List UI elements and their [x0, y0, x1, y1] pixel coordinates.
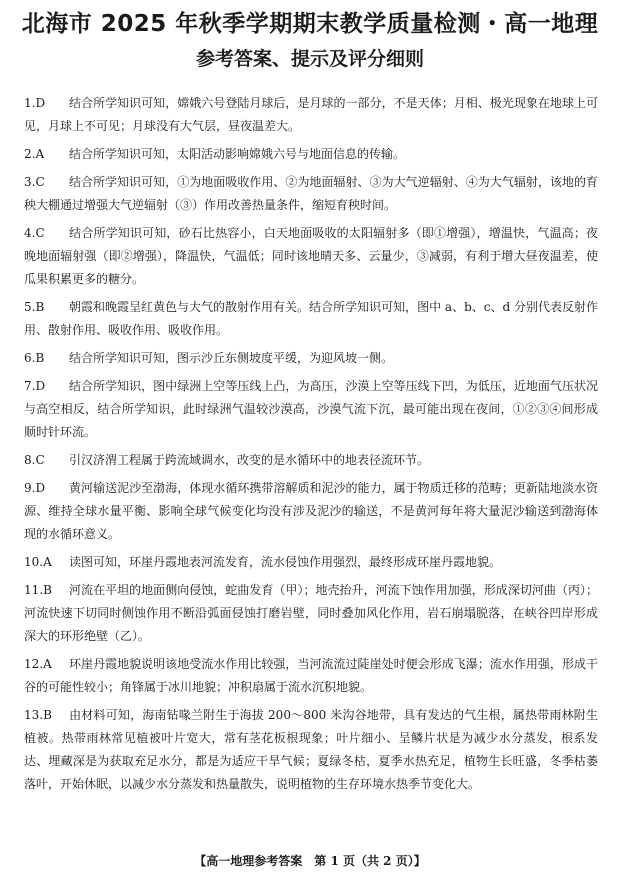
answer-choice: C	[35, 226, 45, 240]
answer-item	[24, 92, 598, 138]
question-number-and-answer	[24, 171, 57, 194]
answer-explanation: 由材料可知，海南钻喙兰附生于海拔 200～800 米沟谷地带，具有发达的气生根，属热带雨林附生植被。热带雨林常见植被叶片宽大，常有茎花板根现象；叶片细小、呈鳞片状是为减少水分蒸发，根系发达、埋藏深是为获取充足水分，都是为适应干旱气候；夏绿冬枯，夏季水热充足，植物生长旺盛，冬季枯萎落叶，开始休眠，以减少水分蒸发和热量散失，说明植物的生存环境水热季节变化大。	[24, 708, 598, 791]
answer-item	[24, 551, 598, 574]
answer-item	[24, 477, 598, 546]
answer-choice: A	[43, 657, 52, 671]
answer-explanation: 结合所学知识，图中绿洲上空等压线上凸，为高压，沙漠上空等压线下凹，为低压，近地面气压状况与高空相反，结合所学知识，此时绿洲气温较沙漠高，沙漠气流下沉，最可能出现在夜间，①②③④间形成顺时针环流。	[24, 379, 598, 439]
answer-item	[24, 222, 598, 291]
answer-item	[24, 347, 598, 370]
question-number: 2.	[24, 147, 36, 161]
answer-explanation: 环崖丹霞地貌说明该地受流水作用比较强，当河流流过陡崖处时便会形成飞瀑；流水作用强，形成干谷的可能性较小；角锋属于冰川地貌；冲积扇属于流水沉积地貌。	[24, 657, 598, 694]
answer-item	[24, 296, 598, 342]
answer-explanation: 朝霞和晚霞呈红黄色与大气的散射作用有关。结合所学知识可知，图中 a、b、c、d 分别代表反射作用、散射作用、吸收作用、吸收作用。	[24, 300, 598, 337]
answer-list	[24, 92, 598, 801]
question-number-and-answer	[24, 551, 57, 574]
answer-choice: B	[43, 708, 52, 722]
answer-choice: B	[35, 351, 45, 365]
answer-explanation: 结合所学知识可知，图示沙丘东侧坡度平缓，为迎风坡一侧。	[69, 351, 394, 365]
question-number: 9.	[24, 481, 36, 495]
answer-choice: D	[35, 379, 46, 393]
question-number-and-answer	[24, 579, 57, 602]
answer-item	[24, 375, 598, 444]
question-number-and-answer	[24, 222, 57, 245]
answer-explanation: 引汉济渭工程属于跨流域调水，改变的是水循环中的地表径流环节。	[69, 453, 430, 467]
question-number-and-answer	[24, 92, 57, 115]
answer-choice: B	[35, 300, 45, 314]
answer-item	[24, 449, 598, 472]
question-number: 8.	[24, 453, 36, 467]
answer-choice: C	[35, 175, 45, 189]
answer-choice: D	[35, 96, 46, 110]
question-number-and-answer	[24, 704, 57, 727]
answer-explanation: 黄河输送泥沙至渤海，体现水循环携带溶解质和泥沙的能力，属于物质迁移的范畴；更新陆地淡水资源、维持全球水量平衡、影响全球气候变化均没有涉及泥沙的输送，不是黄河每年将大量泥沙输送到渤海体现的水循环意义。	[24, 481, 598, 541]
page-subtitle: 参考答案、提示及评分细则	[195, 48, 424, 70]
answer-item	[24, 704, 598, 796]
question-number: 5.	[24, 300, 36, 314]
question-number: 3.	[24, 175, 36, 189]
page-title: 北海市 2025 年秋季学期期末教学质量检测・高一地理	[21, 11, 599, 37]
answer-explanation: 读图可知，环崖丹霞地表河流发育，流水侵蚀作用强烈，最终形成环崖丹霞地貌。	[69, 555, 502, 569]
question-number-and-answer	[24, 143, 57, 166]
answer-explanation: 结合所学知识可知，太阳活动影响嫦娥六号与地面信息的传输。	[69, 147, 406, 161]
question-number-and-answer	[24, 449, 57, 472]
question-number: 1.	[24, 96, 36, 110]
question-number-and-answer	[24, 347, 57, 370]
question-number-and-answer	[24, 477, 57, 500]
answer-choice: C	[35, 453, 45, 467]
answer-choice: B	[43, 583, 52, 597]
question-number-and-answer	[24, 653, 57, 676]
question-number: 10.	[24, 555, 44, 569]
answer-choice: D	[35, 481, 46, 495]
question-number-and-answer	[24, 375, 57, 398]
answer-explanation: 结合所学知识可知，砂石比热容小，白天地面吸收的太阳辐射多（即①增强），增温快，气温高；夜晚地面辐射强（即②增强），降温快，气温低；同时该地晴天多、云量少，③减弱，有利于增大昼夜温差，使瓜果积累更多的糖分。	[24, 226, 598, 286]
answer-item	[24, 171, 598, 217]
page-footer: 【高一地理参考答案 第 1 页（共 2 页）】	[194, 854, 426, 868]
answer-explanation: 河流在平坦的地面侧向侵蚀，蛇曲发育（甲）；地壳抬升，河流下蚀作用加强，形成深切河曲（丙）；河流快速下切同时侧蚀作用不断沿弧面侵蚀打磨岩壁，同时叠加风化作用，岩石崩塌脱落，在峡谷凹岸形成深大的环形绝壁（乙）。	[24, 583, 598, 643]
answer-item	[24, 579, 598, 648]
question-number-and-answer	[24, 296, 57, 319]
question-number: 7.	[24, 379, 36, 393]
answer-explanation: 结合所学知识可知，嫦娥六号登陆月球后，是月球的一部分，不是天体；月相、极光现象在地球上可见，月球上不可见；月球没有大气层，昼夜温差大。	[24, 96, 598, 133]
question-number: 6.	[24, 351, 36, 365]
answer-explanation: 结合所学知识可知，①为地面吸收作用、②为地面辐射、③为大气逆辐射、④为大气辐射，该地的育秧大棚通过增强大气逆辐射（③）作用改善热量条件，缩短育秧时间。	[24, 175, 598, 212]
answer-item	[24, 653, 598, 699]
question-number: 12.	[24, 657, 44, 671]
answer-choice: A	[35, 147, 45, 161]
answer-choice: A	[43, 555, 52, 569]
answer-item	[24, 143, 598, 166]
question-number: 13.	[24, 708, 44, 722]
question-number: 11.	[24, 583, 44, 597]
question-number: 4.	[24, 226, 36, 240]
